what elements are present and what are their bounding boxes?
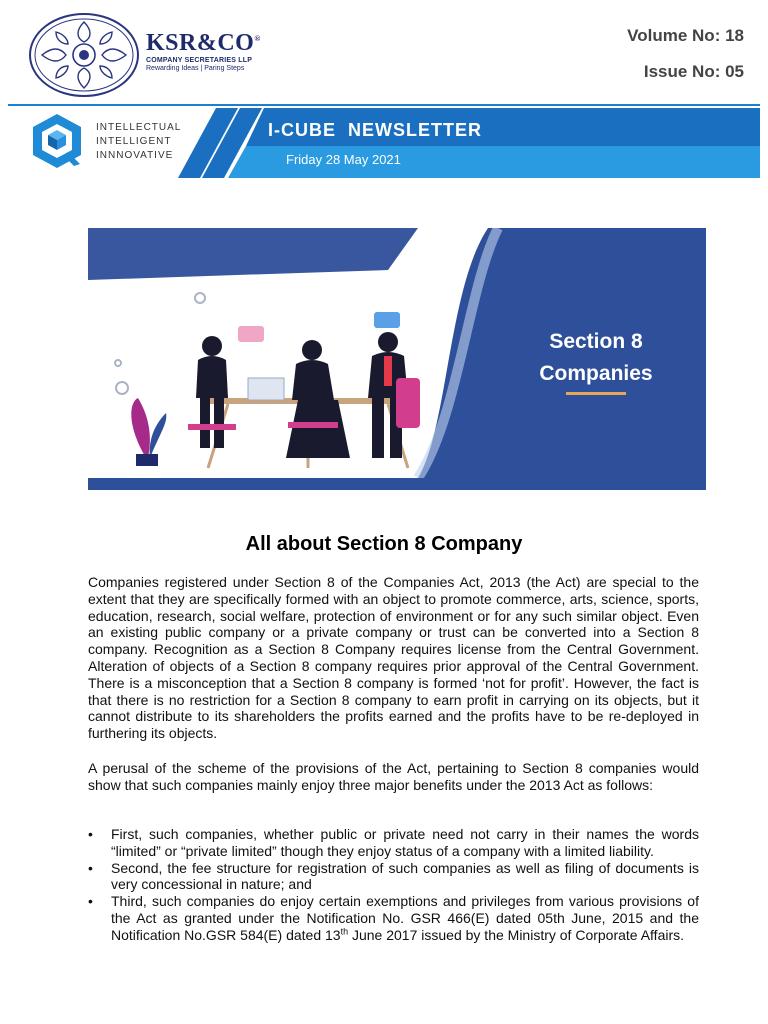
list-item-text: First, such companies, whether public or private need not carry in their names the words “limited” or “private limited” though they enjoy status of a company with a limited liability.: [111, 826, 699, 859]
tagline-2: INTELLIGENT: [96, 136, 172, 147]
list-item: [88, 826, 699, 860]
title-underline: [566, 392, 626, 395]
hero-title-line1: Section 8: [549, 330, 643, 353]
newsletter-title: I-CUBE NEWSLETTER: [268, 120, 482, 140]
newsletter-date: Friday 28 May 2021: [286, 152, 401, 167]
brand-name: KSR&CO®: [146, 30, 261, 56]
ordinal-suffix: th: [340, 926, 349, 937]
icube-cube-logo: [28, 112, 86, 170]
hero-artwork: [88, 228, 706, 490]
bullet-icon: •: [88, 893, 93, 910]
article-paragraph-2: A perusal of the scheme of the provisions of the Act, pertaining to Section 8 companies would show that such companies mainly enjoy three major benefits under the 2013 Act as follows:: [88, 760, 699, 793]
tagline-1: INTELLECTUAL: [96, 122, 182, 133]
hero-title-line2: Companies: [539, 362, 653, 385]
chat-bubble-icon: [238, 326, 264, 342]
brand-block: [146, 26, 261, 72]
bullet-icon: •: [88, 859, 93, 876]
list-item: [88, 860, 699, 894]
article-paragraph-1: Companies registered under Section 8 of the Companies Act, 2013 (the Act) are special to the extent that they are specifically formed with an object to promote commerce, arts, science, sports, education, research, social welfare, protection of environment or for any such similar object. Even an existing public company or a private company or trust can be converted into a Section 8 company. Recognition as a Section 8 Company requires license from the Central Government. Alteration of objects of a Section 8 company requires prior approval of the Central Government. There is a misconception that a Section 8 company is formed ‘not for profit’. However, the fact is that there is no restriction for a Section 8 company to earn profit in carrying on its objects, but it cannot distribute to its shareholders the profits earned and the profits have to be re-deployed in furthering its objects.: [88, 574, 699, 742]
list-item: [88, 893, 699, 943]
newsletter-taglines: [96, 121, 181, 163]
registered-mark: ®: [254, 34, 261, 43]
tagline-3: INNNOVATIVE: [96, 150, 174, 161]
bullet-icon: •: [88, 826, 93, 842]
list-item-text: Third, such companies do enjoy certain exemptions and privileges from various provisions of the Act as granted under the Notification No. GSR 466(E) dated 05th June, 2015 and the Notification No.GSR 584(E) dated 13th June 2017 issued by the Ministry of Corporate Affairs.: [111, 893, 699, 943]
benefits-list: [88, 826, 699, 944]
article-title: All about Section 8 Company: [245, 533, 523, 555]
ksr-emblem-logo: [28, 12, 140, 98]
newsletter-banner: [172, 106, 760, 178]
issue-number: Issue No: 05: [643, 62, 744, 81]
brand-tagline: Rewarding Ideas | Paring Steps: [146, 65, 245, 72]
hero-illustration: [88, 228, 706, 490]
volume-number: Volume No: 18: [627, 26, 744, 45]
list-item-text: Second, the fee structure for registration of such companies as well as filing of documents is very concessional in nature; and: [111, 859, 699, 893]
brand-subtitle: COMPANY SECRETARIES LLP: [146, 57, 253, 64]
chat-bubble-icon: [374, 312, 400, 328]
